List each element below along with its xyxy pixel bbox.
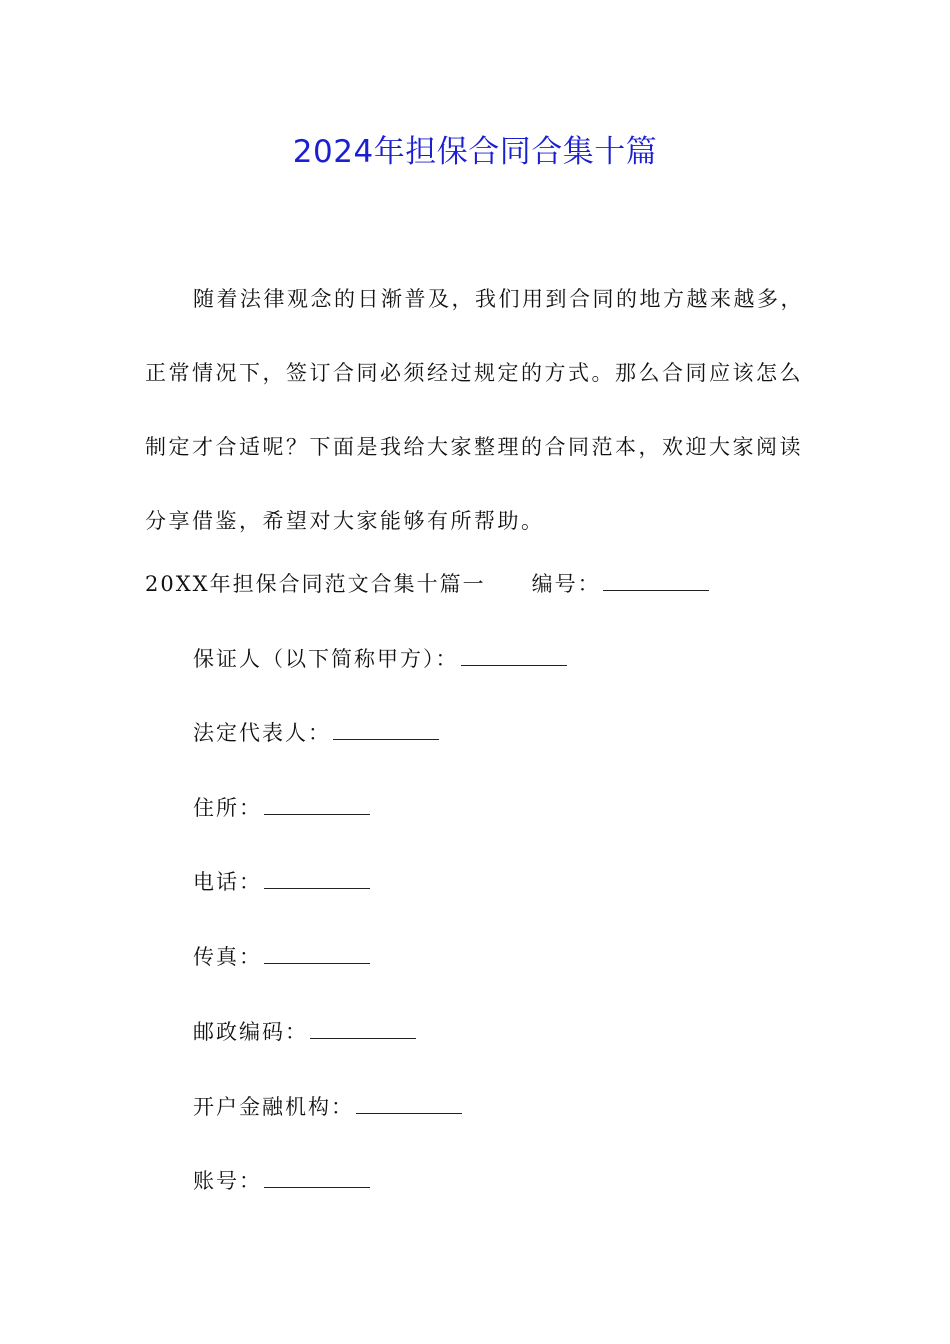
field-label: 保证人（以下简称甲方）： [193, 647, 459, 671]
field-label: 邮政编码： [193, 1020, 308, 1044]
field-label: 住所： [193, 796, 262, 820]
field-blank [264, 1167, 370, 1188]
field-label: 传真： [193, 945, 262, 969]
field-blank [264, 943, 370, 964]
field-fax [193, 937, 370, 977]
field-label: 开户金融机构： [193, 1095, 354, 1119]
field-address [193, 788, 370, 828]
field-blank [264, 794, 370, 815]
field-blank [264, 868, 370, 889]
field-label: 法定代表人： [193, 721, 331, 745]
intro-paragraph: 随着法律观念的日渐普及，我们用到合同的地方越来越多，正常情况下，签订合同必须经过规定的方式。那么合同应该怎么制定才合适呢？下面是我给大家整理的合同范本，欢迎大家阅读分享借鉴，希望对大家能够有所帮助。 [145, 287, 804, 533]
field-guarantor [193, 639, 567, 679]
field-blank [356, 1093, 462, 1114]
field-legal-rep [193, 713, 439, 753]
field-blank [310, 1018, 416, 1039]
field-account [193, 1161, 370, 1201]
field-blank [333, 719, 439, 740]
field-phone [193, 862, 370, 902]
number-blank [603, 570, 709, 591]
section-heading: 20XX年担保合同范文合集十篇一 [145, 572, 486, 596]
field-bank [193, 1087, 462, 1127]
field-label: 账号： [193, 1169, 262, 1193]
field-label: 电话： [193, 870, 262, 894]
section-heading-line [145, 564, 709, 604]
document-title: 2024年担保合同合集十篇 [292, 134, 658, 170]
number-label: 编号： [531, 572, 601, 596]
field-postcode [193, 1012, 416, 1052]
field-blank [461, 645, 567, 666]
